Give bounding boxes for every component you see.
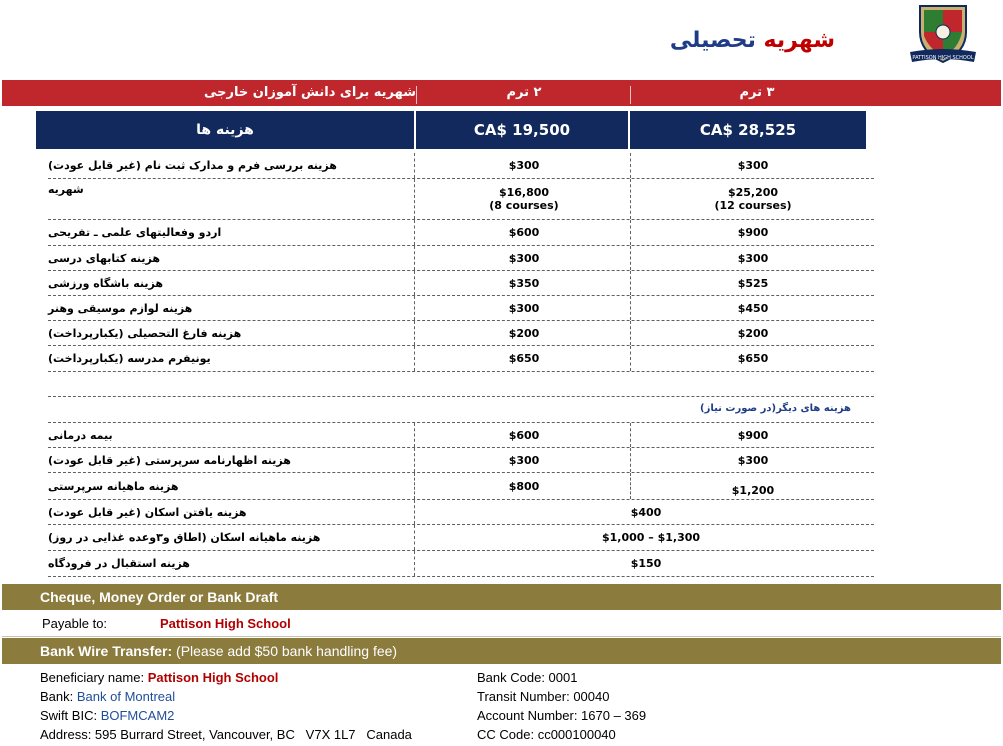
row-label: بیمه درمانی [48,428,113,442]
row-value-three-terms: $300 [737,159,769,172]
row-value-two-terms: $200 [508,326,540,340]
row-label: اردو وفعالیتهای علمی ـ تفریحی [48,226,222,239]
row-value-three-terms: $650 [737,352,769,365]
tuition-amount: $25,200 [727,186,779,199]
transit-number-line: Transit Number: 00040 [477,689,610,704]
bank-value: Bank of Montreal [76,689,176,704]
bank-details-right [477,668,646,744]
bank-details-left [40,668,412,744]
table-row [48,321,874,346]
title-word-tuition: شهریه [763,28,835,53]
row-value-two-terms: $300 [508,453,540,467]
total-two-terms: CA$ 19,500 [473,121,571,139]
swift-line [40,706,412,725]
table-row [48,423,874,448]
wire-fee-note: (Please add $50 bank handling fee) [176,643,398,659]
table-row-merged [48,525,874,551]
table-row [48,473,874,500]
row-value-three-terms: $525 [737,276,769,290]
table-row [48,153,874,179]
row-value-two-terms: $650 [508,352,540,365]
bank-line [40,687,412,706]
row-label: هزینه ماهیانه سرپرستی [48,479,179,493]
svg-text:PATTISON HIGH SCHOOL: PATTISON HIGH SCHOOL [912,55,974,61]
row-value-three-terms [632,179,874,219]
swift-label: Swift BIC: [40,708,98,723]
table-row [48,448,874,473]
table-row [48,246,874,271]
row-value-three-terms: $300 [737,251,769,265]
row-value-two-terms: $300 [508,301,540,315]
row-value-three-terms: $200 [737,326,769,340]
bank-code-line: Bank Code: 0001 [477,670,578,685]
cc-code-line: CC Code: cc000100040 [477,727,616,742]
table-row [48,220,874,246]
row-value-three-terms: $450 [737,301,769,315]
course-count: (12 courses) [714,199,792,212]
tuition-amount: $16,800 [498,186,550,199]
course-count: (8 courses) [489,199,559,212]
cheque-heading-bar [2,584,1001,610]
beneficiary-label: Beneficiary name: [40,670,145,685]
table-row [48,271,874,296]
row-label: هزینه یافتن اسکان (غیر قابل عودت) [48,505,247,519]
row-label: شهریه [48,183,84,196]
table-row [48,179,874,220]
payable-label: Payable to: [42,616,108,631]
row-value-two-terms: $600 [508,428,540,442]
row-label: هزینه باشگاه ورزشی [48,276,163,290]
row-value-merged: $400 [630,505,662,519]
cheque-heading: Cheque, Money Order or Bank Draft [40,589,279,605]
bank-label: Bank: [40,689,74,704]
row-value-three-terms: $1,200 [731,484,775,497]
row-value-two-terms: $300 [508,251,540,265]
address-line: Address: 595 Burrard Street, Vancouver, BC V7X 1L7 Canada [40,727,412,742]
row-label: هزینه فارغ التحصیلی (یکبارپرداخت) [48,326,242,340]
row-value-two-terms: $600 [508,226,540,239]
header-international-tuition: شهریه برای دانش آموزان خارجی [204,85,416,100]
row-label: یونیفرم مدرسه (یکبارپرداخت) [48,352,211,365]
payable-value: Pattison High School [160,616,291,631]
wire-heading-bar [2,638,1001,664]
table-row-merged [48,500,874,525]
row-value-three-terms: $900 [737,226,769,239]
row-value-merged: $150 [630,557,662,570]
table-spacer-row [48,372,874,397]
header-three-terms: ۳ ترم [739,85,775,100]
row-value-two-terms: $350 [508,276,540,290]
row-label: هزینه ماهیانه اسکان (اطاق و۳وعده غذایی در روز) [48,531,321,544]
page-title [670,28,835,53]
table-row [48,296,874,321]
row-label: هزینه لوازم موسیقی وهنر [48,301,193,315]
header-two-terms: ۲ ترم [506,85,542,100]
table-row-merged [48,551,874,577]
row-value-two-terms: $300 [508,159,540,172]
title-word-academic: تحصیلی [669,28,756,53]
row-label: هزینه استقبال در فرودگاه [48,557,190,570]
swift-value: BOFMCAM2 [100,708,175,723]
row-label: هزینه کتابهای درسی [48,251,160,265]
totals-bar [36,111,866,149]
table-row [48,346,874,372]
other-costs-heading: هزینه های دیگر(در صورت نیاز) [700,403,851,414]
school-crest-logo [908,2,978,70]
row-value-two-terms: $800 [508,479,540,493]
row-label: هزینه اظهارنامه سرپرستی (غیر قابل عودت) [48,453,291,467]
row-value-two-terms [418,179,630,219]
row-value-three-terms: $300 [737,453,769,467]
other-costs-title-row [48,397,874,423]
row-label: هزینه بررسی فرم و مدارک ثبت نام (غیر قابل عودت) [48,159,337,172]
beneficiary-line [40,668,412,687]
account-number-line: Account Number: 1670 – 369 [477,708,647,723]
payable-row [2,612,1001,637]
total-three-terms: CA$ 28,525 [699,121,797,139]
table-header-bar [2,80,1001,106]
row-value-merged: $1,000 – $1,300 [602,531,701,544]
row-value-three-terms: $900 [737,428,769,442]
beneficiary-value: Pattison High School [147,670,279,685]
costs-heading: هزینه ها [196,122,254,138]
wire-heading: Bank Wire Transfer: [40,643,173,659]
